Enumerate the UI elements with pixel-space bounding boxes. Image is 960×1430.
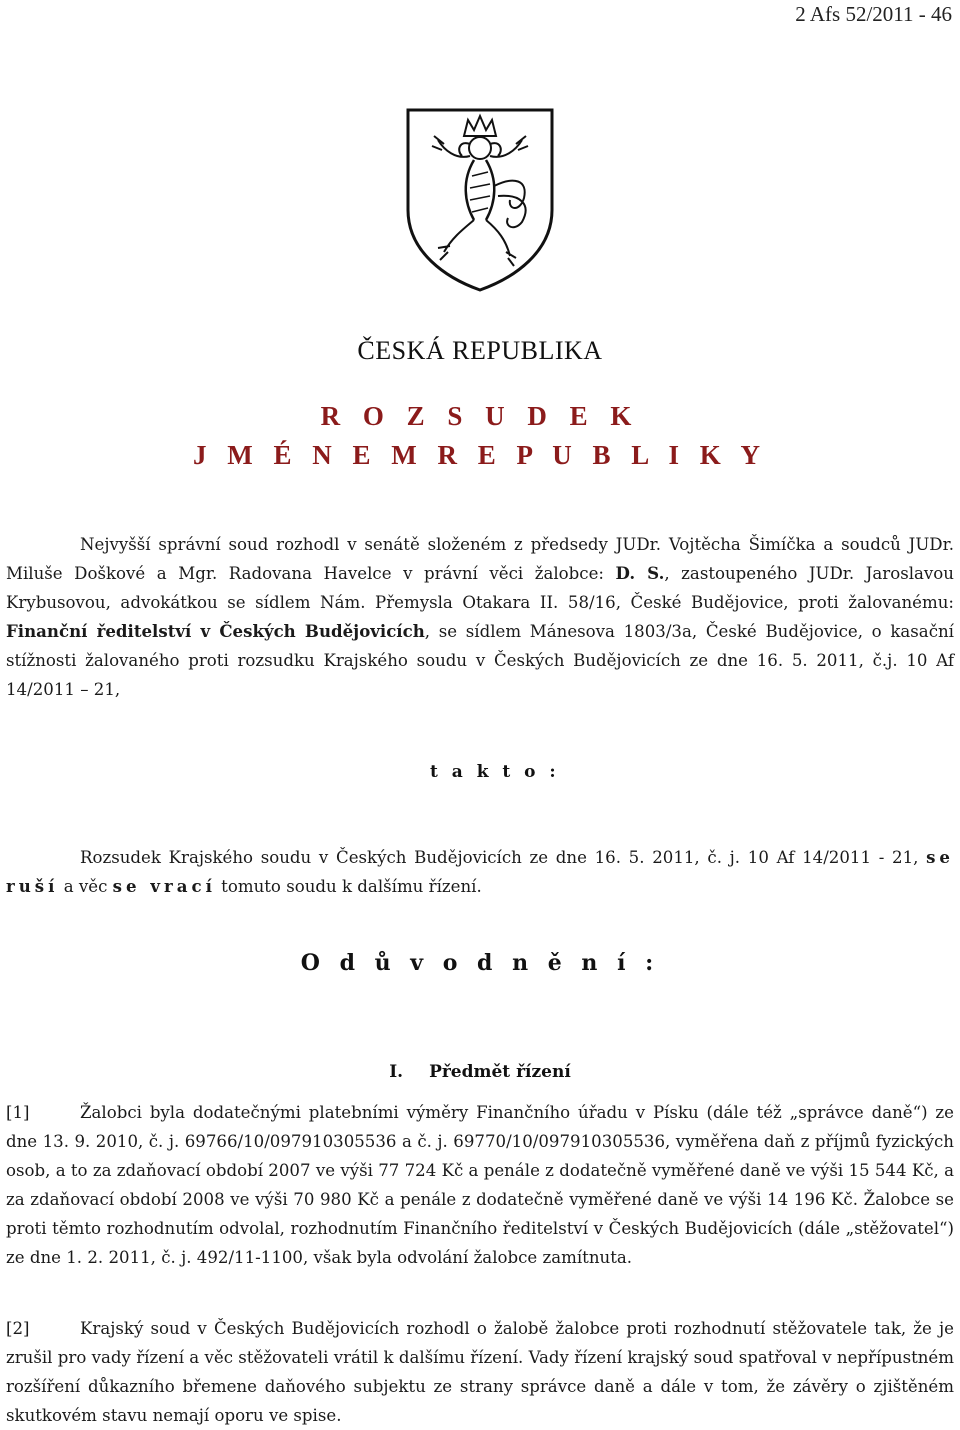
paragraph-1 — [6, 1098, 954, 1272]
takto-heading: t a k t o : — [430, 762, 560, 782]
intro-paragraph — [6, 530, 954, 704]
section-title: Předmět řízení — [429, 1062, 571, 1082]
paragraph-text: Žalobci byla dodatečnými platebními výměry Finančního úřadu v Písku (dále též „správce daně“) ze dne 13. 9. 2010, č. j. 69766/10/097910305536 a č. j. 69770/10/097910305536, vyměřena daň z příjmů fyzických osob, a to za zdaňovací období 2007 ve výši 77 724 Kč a penále z dodatečně vyměřené daně ve výši 15 544 Kč, a za zdaňovací období 2008 ve výši 70 980 Kč a penále z dodatečně vyměřené daně ve výši 14 196 Kč. Žalobce se proti těmto rozhodnutím odvolal, rozhodnutím Finančního ředitelství v Českých Budějovicích (dále „stěžovatel“) ze dne 1. 2. 2011, č. j. 492/11-1100, však byla odvolání žalobce zamítnuta. — [6, 1103, 954, 1267]
defendant-name: Finanční ředitelství v Českých Budějovicích — [6, 621, 425, 641]
judgment-subtitle: J M É N E M R E P U B L I K Y — [192, 440, 768, 470]
verdict-text-3: tomuto soudu k dalšímu řízení. — [215, 877, 482, 896]
judgment-title: R O Z S U D E K — [320, 401, 640, 431]
czech-coat-of-arms-icon — [404, 106, 556, 294]
plaintiff-name: D. S. — [615, 563, 665, 583]
section-heading — [0, 1062, 960, 1082]
paragraph-number: [1] — [6, 1103, 30, 1122]
paragraph-text: Krajský soud v Českých Budějovicích rozhodl o žalobě žalobce proti rozhodnutí stěžovatele tak, že je zrušil pro vady řízení a věc stěžovateli vrátil k dalšímu řízení. Vady řízení krajský soud spatřoval v nepřípustném rozšíření důkazního břemene daňového subjektu ze strany správce daně a dále v tom, že závěry o zjištěném skutkovém stavu nemají oporu ve spise. — [6, 1319, 954, 1425]
verdict-annul: se ruší — [6, 847, 954, 896]
verdict-paragraph — [6, 843, 954, 901]
verdict-text-1: Rozsudek Krajského soudu v Českých Budějovicích ze dne 16. 5. 2011, č. j. 10 Af 14/2011 - 21, — [80, 848, 927, 867]
intro-text-2: , zastoupeného JUDr. Jaroslavou Krybusovou, advokátkou se sídlem Nám. Přemysla Otakara II. 58/16, České Budějovice, proti žalovanému: — [6, 564, 954, 612]
intro-text-3: , se sídlem Mánesova 1803/3a, České Budějovice, o kasační stížnosti žalovaného proti rozsudku Krajského soudu v Českých Budějovicích ze dne 16. 5. 2011, č.j. 10 Af 14/2011 – 21, — [6, 622, 954, 699]
country-name: ČESKÁ REPUBLIKA — [357, 336, 603, 365]
verdict-return: se vrací — [112, 876, 216, 896]
verdict-text-2: a věc — [58, 877, 113, 896]
intro-text-1: Nejvyšší správní soud rozhodl v senátě složeném z předsedy JUDr. Vojtěcha Šimíčka a soudců JUDr. Miluše Doškové a Mgr. Radovana Havelce v právní věci žalobce: — [6, 535, 954, 583]
case-reference: 2 Afs 52/2011 - 46 — [795, 2, 952, 26]
paragraph-number: [2] — [6, 1319, 30, 1338]
section-number: I. — [389, 1062, 404, 1082]
reasoning-heading: O d ů v o d n ě n í : — [300, 950, 660, 976]
paragraph-2 — [6, 1314, 954, 1430]
